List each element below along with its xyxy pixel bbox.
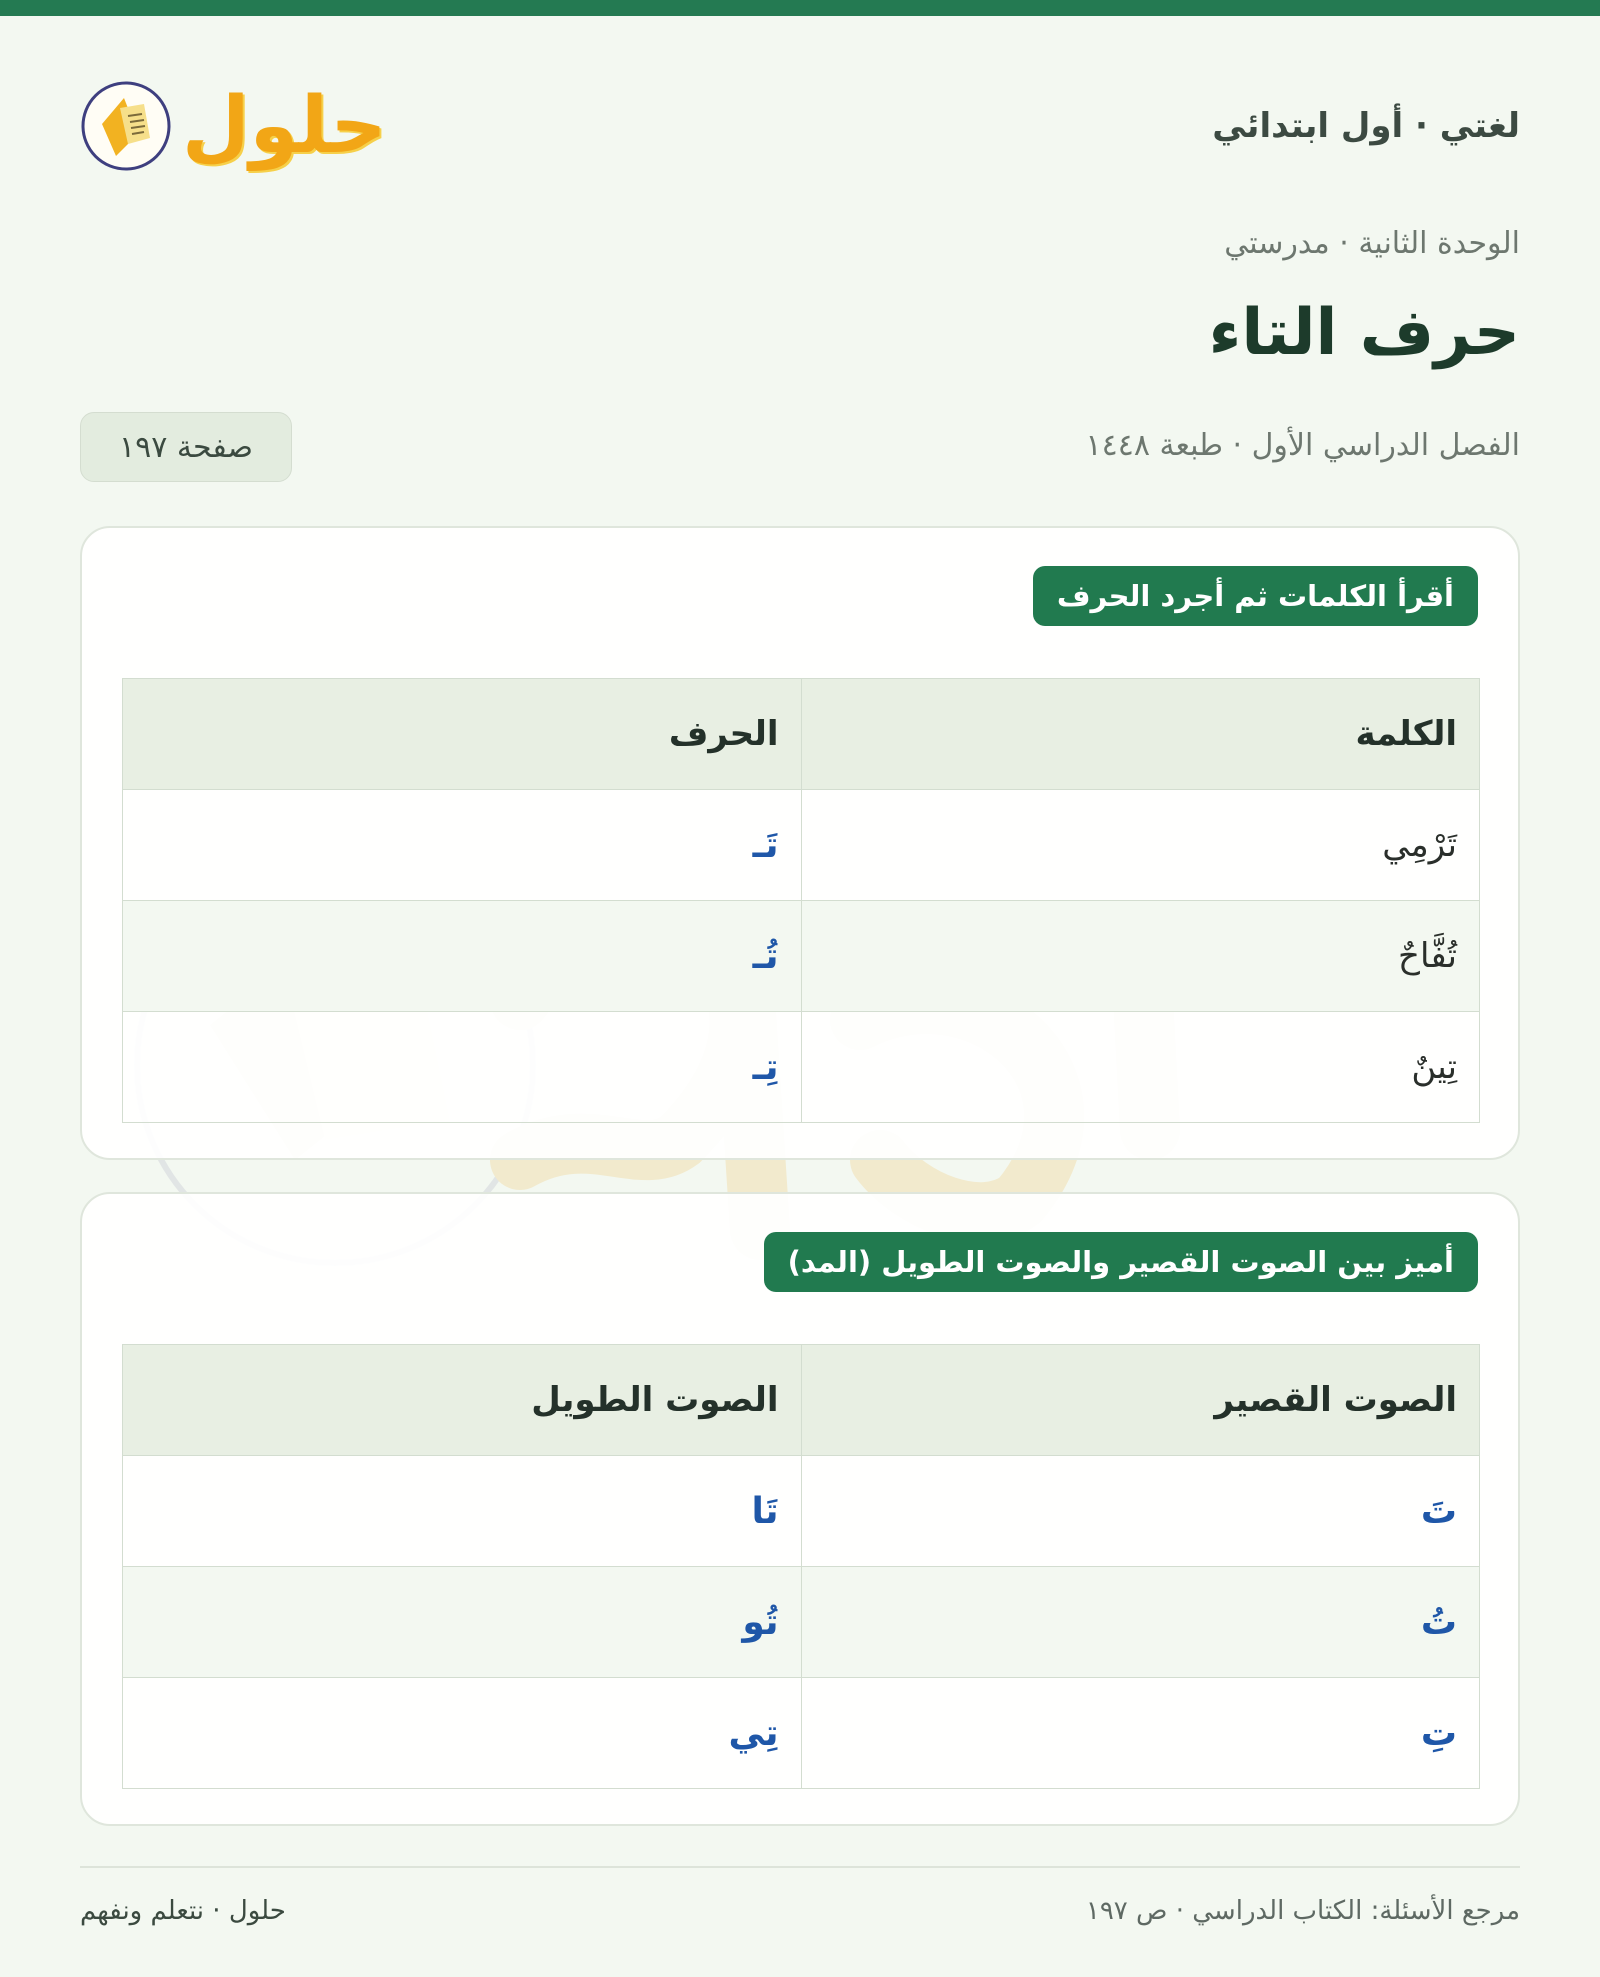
table-row [123,1567,1480,1678]
table-row [123,1678,1480,1789]
table-row [123,790,1480,901]
unit-label: الوحدة الثانية · مدرستي [1224,226,1520,261]
top-accent-bar [0,0,1600,16]
table-header-row [123,679,1480,790]
footer-reference: مرجع الأسئلة: الكتاب الدراسي · ص ١٩٧ [1085,1896,1520,1926]
letter-answer-cell: تُـ [123,901,802,1012]
brand-logo[interactable] [80,80,387,172]
word-cell: تُفَّاحٌ [801,901,1480,1012]
page-number-badge: صفحة ١٩٧ [80,412,292,482]
letter-answer-cell: تِـ [123,1012,802,1123]
section-title-pill: أميز بين الصوت القصير والصوت الطويل (المد) [764,1232,1478,1292]
column-header-long-sound: الصوت الطويل [123,1345,802,1456]
word-cell: تِينٌ [801,1012,1480,1123]
column-header-letter: الحرف [123,679,802,790]
column-header-short-sound: الصوت القصير [801,1345,1480,1456]
header [80,66,1520,186]
long-sound-cell: تِي [123,1678,802,1789]
exercise-card-short-long-sounds [80,1192,1520,1826]
book-logo-icon [80,80,172,172]
short-sound-cell: تَ [801,1456,1480,1567]
letter-answer-cell: تَـ [123,790,802,901]
edition-meta: الفصل الدراسي الأول · طبعة ١٤٤٨ [1085,428,1520,463]
table-row [123,1456,1480,1567]
long-sound-cell: تُو [123,1567,802,1678]
short-sound-cell: تِ [801,1678,1480,1789]
subject-label: لغتي · أول ابتدائي [1212,106,1520,146]
exercise-card-read-words [80,526,1520,1160]
table-row [123,901,1480,1012]
column-header-word: الكلمة [801,679,1480,790]
table-row [123,1012,1480,1123]
long-sound-cell: تَا [123,1456,802,1567]
short-long-sounds-table [122,1344,1480,1789]
footer-tagline: حلول · نتعلم ونفهم [80,1896,286,1926]
word-cell: تَرْمِي [801,790,1480,901]
words-letters-table [122,678,1480,1123]
short-sound-cell: تُ [801,1567,1480,1678]
section-title-pill: أقرأ الكلمات ثم أجرد الحرف [1033,566,1478,626]
footer-divider [80,1866,1520,1868]
logo-text: حلول [182,81,387,171]
page-title: حرف التاء [1208,296,1520,370]
table-header-row [123,1345,1480,1456]
